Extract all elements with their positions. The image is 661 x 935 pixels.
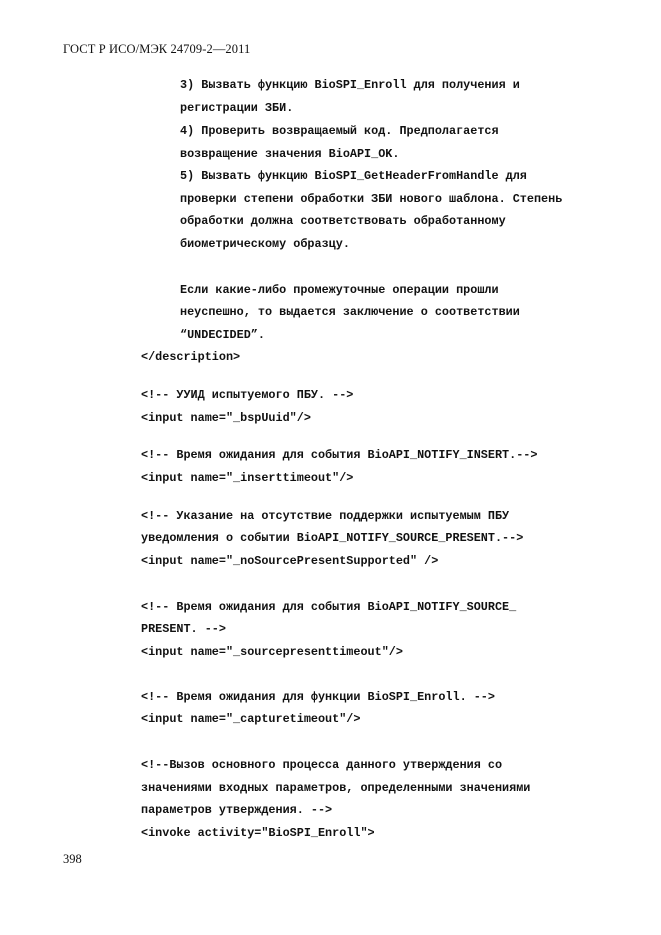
code-comment: <!-- УУИД испытуемого ПБУ. --> [141, 388, 354, 402]
code-line: <invoke activity="BioSPI_Enroll"> [141, 826, 375, 840]
code-comment: уведомления о событии BioAPI_NOTIFY_SOURCE_PRESENT.--> [141, 531, 524, 545]
code-line: 3) Вызвать функцию BioSPI_Enroll для получения и [180, 78, 520, 92]
code-line: <input name="_capturetimeout"/> [141, 712, 361, 726]
code-line: <input name="_noSourcePresentSupported" /> [141, 554, 439, 568]
code-comment: PRESENT. --> [141, 622, 226, 636]
code-line: неуспешно, то выдается заключение о соответствии [180, 305, 520, 319]
code-line: проверки степени обработки ЗБИ нового шаблона. Степень [180, 192, 563, 206]
code-line: 5) Вызвать функцию BioSPI_GetHeaderFromHandle для [180, 169, 527, 183]
code-line: <input name="_inserttimeout"/> [141, 471, 354, 485]
code-comment: <!--Вызов основного процесса данного утверждения со [141, 758, 503, 772]
code-line: </description> [141, 350, 241, 364]
code-line: регистрации ЗБИ. [180, 101, 294, 115]
code-line: возвращение значения BioAPI_OK. [180, 147, 400, 161]
code-line: 4) Проверить возвращаемый код. Предполагается [180, 124, 499, 138]
code-line: <input name="_bspUuid"/> [141, 411, 311, 425]
code-line: “UNDECIDED”. [180, 328, 265, 342]
code-comment: <!-- Время ожидания для события BioAPI_NOTIFY_SOURCE_ [141, 600, 517, 614]
code-comment: <!-- Время ожидания для функции BioSPI_Enroll. --> [141, 690, 495, 704]
document-header: ГОСТ Р ИСО/МЭК 24709-2—2011 [63, 42, 251, 56]
code-line: биометрическому образцу. [180, 237, 350, 251]
code-line: <input name="_sourcepresenttimeout"/> [141, 645, 403, 659]
code-line: Если какие-либо промежуточные операции прошли [180, 283, 499, 297]
code-line: обработки должна соответствовать обработанному [180, 214, 506, 228]
code-comment: параметров утверждения. --> [141, 803, 333, 817]
code-comment: значениями входных параметров, определенными значениями [141, 781, 531, 795]
code-comment: <!-- Время ожидания для события BioAPI_NOTIFY_INSERT.--> [141, 448, 538, 462]
page-number: 398 [63, 852, 82, 866]
code-comment: <!-- Указание на отсутствие поддержки испытуемым ПБУ [141, 509, 510, 523]
